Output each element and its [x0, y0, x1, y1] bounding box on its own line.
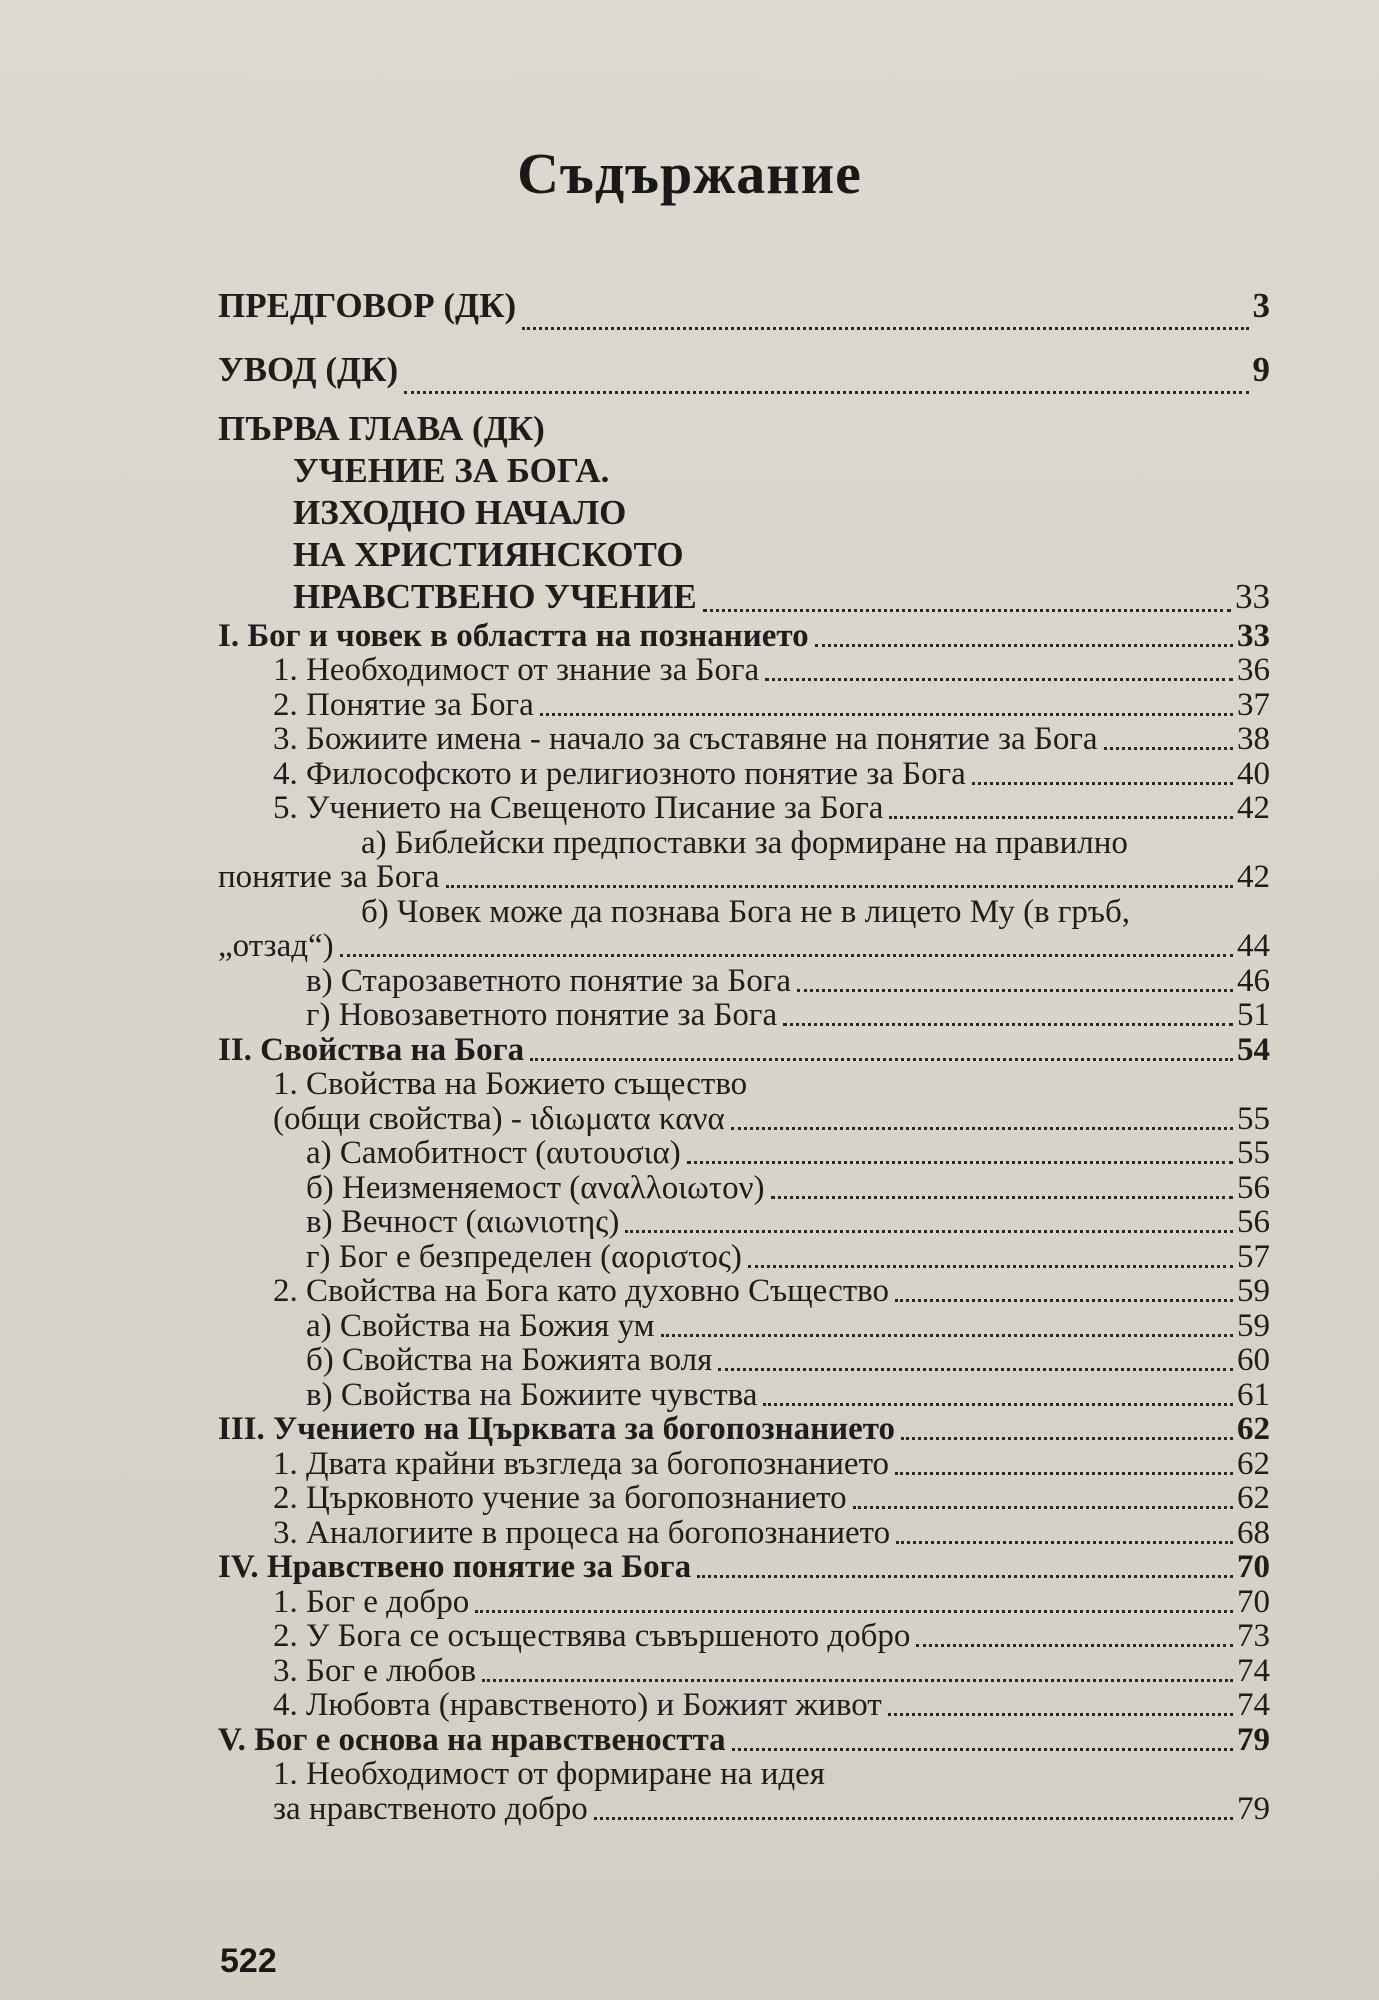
toc-entry-page: 68 — [1237, 1514, 1270, 1551]
toc-entry-text: „отзад“) — [218, 928, 334, 964]
toc-entry-text: г) Новозаветното понятие за Бога — [306, 997, 778, 1033]
dot-leader — [522, 327, 1248, 330]
dot-leader — [1104, 747, 1233, 750]
toc-entry-page: 46 — [1237, 962, 1270, 999]
toc-entry[interactable] — [218, 1688, 1270, 1723]
toc-entry-section[interactable] — [218, 1550, 1270, 1585]
page-title: Съдържание — [517, 141, 862, 206]
toc-entry-page: 57 — [1237, 1238, 1270, 1275]
toc-entry-page: 70 — [1237, 1549, 1270, 1585]
toc-entry[interactable] — [218, 1274, 1270, 1309]
toc-entry-text: а) Свойства на Божия ум — [306, 1307, 655, 1344]
toc-entry[interactable] — [218, 1205, 1270, 1240]
toc-entry[interactable] — [218, 1308, 1270, 1343]
toc-entry-section[interactable] — [218, 1412, 1270, 1447]
table-of-contents — [218, 276, 1270, 1826]
toc-entry-section[interactable] — [218, 1032, 1270, 1067]
toc-entry-page: 37 — [1237, 686, 1270, 723]
toc-entry-page: 56 — [1237, 1204, 1270, 1240]
chapter-heading-line — [218, 450, 1270, 492]
dot-leader — [475, 1610, 1233, 1613]
toc-entry-text: г) Бог е безпределен (αοριστος) — [306, 1238, 742, 1275]
toc-entry-text: 2. Църковното учение за богопознанието — [273, 1480, 847, 1516]
toc-entry[interactable] — [218, 1239, 1270, 1274]
toc-entry-page: 33 — [1235, 577, 1270, 616]
toc-entry-page: 79 — [1237, 1721, 1270, 1758]
dot-leader — [340, 954, 1233, 957]
dot-leader — [895, 1299, 1233, 1302]
toc-entry-introduction[interactable] — [218, 340, 1270, 400]
toc-entry-text: IV. Нравствено понятие за Бога — [218, 1549, 692, 1585]
toc-entry-page: 74 — [1237, 1652, 1270, 1689]
toc-entry-text: б) Неизменяемост (αναλλοιωτον) — [306, 1169, 765, 1206]
toc-entry[interactable] — [218, 687, 1270, 722]
dot-leader — [916, 1644, 1233, 1647]
dot-leader — [404, 391, 1248, 394]
toc-entry-text: V. Бог е основа на нравствеността — [218, 1721, 726, 1758]
toc-entry[interactable] — [218, 1136, 1270, 1171]
toc-entry-page: 9 — [1252, 350, 1270, 389]
dot-leader — [815, 644, 1233, 647]
dot-leader — [748, 1265, 1233, 1268]
dot-leader — [731, 1127, 1233, 1130]
toc-entry-page: 59 — [1237, 1273, 1270, 1309]
dot-leader — [889, 816, 1233, 819]
toc-entry-page: 56 — [1237, 1169, 1270, 1206]
toc-entry-page: 55 — [1237, 1135, 1270, 1171]
chapter-heading-line — [218, 408, 1270, 450]
chapter-heading-text: УЧЕНИЕ ЗА БОГА. — [293, 451, 610, 490]
toc-entry[interactable] — [218, 1343, 1270, 1378]
toc-entry-page: 44 — [1237, 928, 1270, 964]
dot-leader — [687, 1161, 1233, 1164]
dot-leader — [972, 782, 1233, 785]
toc-entry-line — [218, 1757, 1270, 1792]
toc-entry[interactable] — [218, 791, 1270, 826]
toc-entry-text: 1. Бог е добро — [273, 1583, 470, 1620]
dot-leader — [661, 1334, 1233, 1337]
toc-entry-page: 51 — [1237, 997, 1270, 1033]
toc-entry-page: 42 — [1237, 859, 1270, 895]
toc-entry-text: понятие за Бога — [218, 859, 440, 895]
dot-leader — [482, 1679, 1233, 1682]
toc-entry[interactable] — [218, 653, 1270, 688]
toc-entry-text: за нравственото добро — [273, 1790, 588, 1827]
toc-entry-page: 54 — [1237, 1031, 1270, 1068]
toc-entry-page: 36 — [1237, 652, 1270, 688]
dot-leader — [901, 1437, 1233, 1440]
toc-entry-text: 3. Бог е любов — [273, 1652, 477, 1689]
dot-leader — [625, 1230, 1233, 1233]
toc-entry-text: II. Свойства на Бога — [218, 1031, 525, 1068]
toc-entry-text: III. Учението на Църквата за богопознанието — [218, 1411, 896, 1447]
toc-entry-text: 2. Понятие за Бога — [273, 686, 534, 723]
chapter-heading-text: ПЪРВА ГЛАВА (ДК) — [218, 409, 545, 448]
toc-entry-text: 4. Любовта (нравственото) и Божият живот — [273, 1687, 882, 1723]
toc-entry-text: 4. Философското и религиозното понятие за Бога — [273, 755, 966, 792]
toc-entry-section[interactable] — [218, 618, 1270, 653]
toc-entry[interactable] — [218, 963, 1270, 998]
toc-entry-page: 61 — [1237, 1376, 1270, 1413]
dot-leader — [530, 1058, 1233, 1061]
chapter-heading-line — [218, 492, 1270, 534]
dot-leader — [763, 1403, 1233, 1406]
toc-entry-page: 62 — [1237, 1480, 1270, 1516]
toc-entry-text: 2. У Бога се осъществява съвършеното добро — [273, 1618, 911, 1654]
toc-entry-text: б) Свойства на Божията воля — [306, 1342, 713, 1378]
toc-entry-page: 3 — [1252, 286, 1270, 325]
toc-entry[interactable] — [218, 1446, 1270, 1481]
toc-entry-page: 40 — [1237, 755, 1270, 792]
toc-entry-text: 3. Аналогиите в процеса на богопознанието — [273, 1514, 891, 1551]
toc-entry-line — [218, 1067, 1270, 1102]
toc-entry-text: а) Самобитност (αυτουσια) — [306, 1135, 681, 1171]
chapter-heading-text: НА ХРИСТИЯНСКОТО — [293, 535, 684, 574]
dot-leader — [697, 1575, 1233, 1578]
dot-leader — [594, 1817, 1233, 1820]
toc-entry-text: I. Бог и човек в областта на познанието — [218, 617, 809, 654]
chapter-heading-text: ИЗХОДНО НАЧАЛО — [293, 493, 627, 532]
toc-entry-page: 38 — [1237, 721, 1270, 757]
toc-entry-text: 1. Двата крайни възгледа за богопознанието — [273, 1445, 890, 1482]
chapter-heading-line — [218, 534, 1270, 576]
toc-entry[interactable] — [218, 1653, 1270, 1688]
toc-entry-page: 79 — [1237, 1790, 1270, 1827]
toc-entry-text: 1. Необходимост от знание за Бога — [273, 652, 760, 688]
dot-leader — [765, 678, 1233, 681]
toc-entry-line — [218, 825, 1270, 860]
toc-entry[interactable] — [218, 1619, 1270, 1654]
toc-entry-page: 59 — [1237, 1307, 1270, 1344]
toc-entry-page: 60 — [1237, 1342, 1270, 1378]
dot-leader — [896, 1541, 1233, 1544]
toc-entry-text: 1. Необходимост от формиране на идея — [273, 1756, 825, 1792]
toc-entry-text: в) Свойства на Божиите чувства — [306, 1376, 758, 1413]
toc-entry-section[interactable] — [218, 1722, 1270, 1757]
toc-entry-page: 70 — [1237, 1583, 1270, 1620]
toc-entry-page: 55 — [1237, 1100, 1270, 1137]
dot-leader — [888, 1713, 1233, 1716]
toc-entry[interactable] — [218, 756, 1270, 791]
toc-entry-line — [218, 894, 1270, 929]
toc-entry[interactable] — [218, 998, 1270, 1033]
toc-entry-page: 74 — [1237, 1687, 1270, 1723]
page-number: 522 — [220, 1942, 277, 1980]
toc-entry-text: б) Човек може да познава Бога не в лицето Му (в гръб, — [361, 893, 1131, 930]
toc-entry-page: 62 — [1237, 1445, 1270, 1482]
toc-entry-chapter-1[interactable] — [218, 576, 1270, 618]
toc-entry-text: в) Вечност (αιωνιοτης) — [306, 1204, 620, 1240]
toc-entry[interactable] — [218, 929, 1270, 964]
toc-entry-text: 3. Божиите имена - начало за съставяне на понятие за Бога — [273, 721, 1098, 757]
dot-leader — [718, 1368, 1233, 1371]
toc-entry-page: 62 — [1237, 1411, 1270, 1447]
dot-leader — [771, 1196, 1233, 1199]
dot-leader — [797, 989, 1233, 992]
toc-entry[interactable] — [218, 1170, 1270, 1205]
dot-leader — [895, 1472, 1233, 1475]
toc-entry-page: 42 — [1237, 790, 1270, 826]
toc-entry[interactable] — [218, 1515, 1270, 1550]
toc-entry-text: (общи свойства) - ιδιωματα κανα — [273, 1100, 725, 1137]
toc-entry[interactable] — [218, 860, 1270, 895]
toc-entry-text: УВОД (ДК) — [218, 350, 399, 389]
toc-entry[interactable] — [218, 722, 1270, 757]
dot-leader — [703, 609, 1231, 612]
toc-entry-page: 73 — [1237, 1618, 1270, 1654]
toc-entry-text: НРАВСТВЕНО УЧЕНИЕ — [293, 577, 697, 616]
toc-entry-text: 1. Свойства на Божието същество — [273, 1066, 748, 1102]
toc-entry-text: 2. Свойства на Бога като духовно Същество — [273, 1273, 890, 1309]
toc-entry[interactable] — [218, 1481, 1270, 1516]
toc-entry-text: ПРЕДГОВОР (ДК) — [218, 286, 517, 325]
toc-entry-page: 33 — [1237, 617, 1270, 654]
toc-entry[interactable] — [218, 1101, 1270, 1136]
toc-entry-preface[interactable] — [218, 276, 1270, 336]
dot-leader — [783, 1023, 1233, 1026]
toc-entry[interactable] — [218, 1584, 1270, 1619]
toc-entry[interactable] — [218, 1377, 1270, 1412]
dot-leader — [853, 1506, 1233, 1509]
dot-leader — [732, 1748, 1233, 1751]
toc-entry-text: 5. Учението на Свещеното Писание за Бога — [273, 790, 884, 826]
dot-leader — [446, 885, 1233, 888]
dot-leader — [540, 713, 1233, 716]
toc-entry[interactable] — [218, 1791, 1270, 1826]
toc-entry-text: в) Старозаветното понятие за Бога — [306, 962, 792, 999]
toc-entry-text: а) Библейски предпоставки за формиране на правилно — [361, 824, 1128, 861]
